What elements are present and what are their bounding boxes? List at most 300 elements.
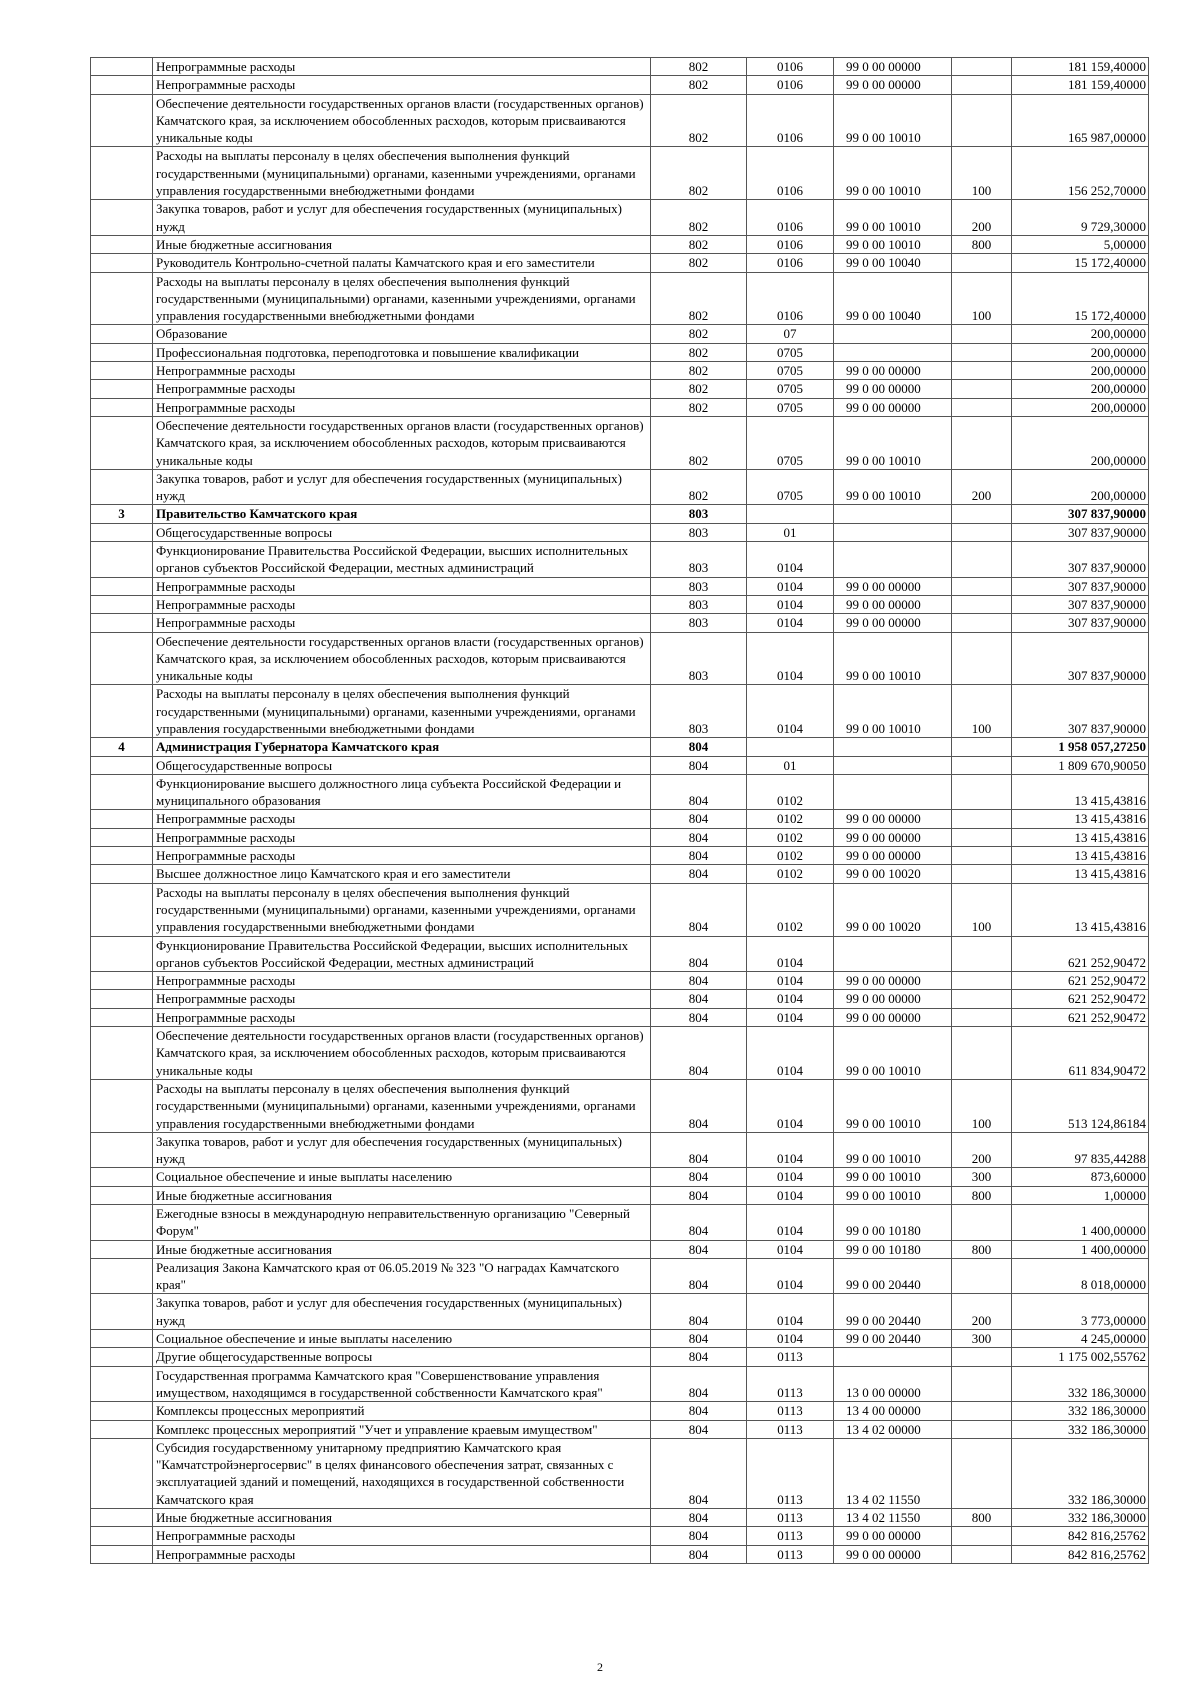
- table-row: [91, 738, 1149, 756]
- section-code-cell: 0102: [747, 774, 834, 810]
- target-item-code-cell: 13 0 00 00000: [834, 1366, 952, 1402]
- section-code-cell: 0106: [747, 94, 834, 147]
- row-name-cell: Администрация Губернатора Камчатского края: [153, 738, 651, 756]
- row-number-cell: [91, 1330, 153, 1348]
- grbs-code-cell: 804: [651, 774, 747, 810]
- row-name-cell: Расходы на выплаты персоналу в целях обеспечения выполнения функций государственными (муниципальными) органами, казенными учреждениями, органами управления государственными внебюджетными фондами: [153, 272, 651, 325]
- row-name-cell: Закупка товаров, работ и услуг для обеспечения государственных (муниципальных) нужд: [153, 469, 651, 505]
- grbs-code-cell: 804: [651, 1132, 747, 1168]
- grbs-code-cell: 802: [651, 325, 747, 343]
- row-name-cell: Другие общегосударственные вопросы: [153, 1348, 651, 1366]
- amount-cell: 181 159,40000: [1012, 58, 1149, 76]
- section-code-cell: 0102: [747, 810, 834, 828]
- amount-cell: 165 987,00000: [1012, 94, 1149, 147]
- target-item-code-cell: 99 0 00 00000: [834, 577, 952, 595]
- table-row: [91, 1186, 1149, 1204]
- table-row: [91, 362, 1149, 380]
- row-name-cell: Непрограммные расходы: [153, 972, 651, 990]
- expense-type-code-cell: [952, 738, 1012, 756]
- row-name-cell: Непрограммные расходы: [153, 1527, 651, 1545]
- table-row: [91, 1027, 1149, 1080]
- section-code-cell: 0104: [747, 1294, 834, 1330]
- target-item-code-cell: 99 0 00 00000: [834, 595, 952, 613]
- target-item-code-cell: 99 0 00 00000: [834, 76, 952, 94]
- expense-type-code-cell: 800: [952, 1240, 1012, 1258]
- section-code-cell: 0104: [747, 1027, 834, 1080]
- target-item-code-cell: 99 0 00 00000: [834, 828, 952, 846]
- row-name-cell: Закупка товаров, работ и услуг для обеспечения государственных (муниципальных) нужд: [153, 200, 651, 236]
- row-name-cell: Непрограммные расходы: [153, 828, 651, 846]
- table-row: [91, 523, 1149, 541]
- target-item-code-cell: 99 0 00 00000: [834, 990, 952, 1008]
- section-code-cell: 0104: [747, 990, 834, 1008]
- grbs-code-cell: 804: [651, 1205, 747, 1241]
- section-code-cell: [747, 505, 834, 523]
- grbs-code-cell: 804: [651, 810, 747, 828]
- target-item-code-cell: 99 0 00 10010: [834, 1027, 952, 1080]
- grbs-code-cell: 802: [651, 398, 747, 416]
- amount-cell: 1 400,00000: [1012, 1205, 1149, 1241]
- expense-type-code-cell: 800: [952, 1509, 1012, 1527]
- target-item-code-cell: 99 0 00 10010: [834, 1132, 952, 1168]
- section-code-cell: 0705: [747, 380, 834, 398]
- target-item-code-cell: 99 0 00 00000: [834, 58, 952, 76]
- amount-cell: 307 837,90000: [1012, 505, 1149, 523]
- target-item-code-cell: 99 0 00 10180: [834, 1205, 952, 1241]
- table-row: [91, 325, 1149, 343]
- grbs-code-cell: 804: [651, 1294, 747, 1330]
- row-name-cell: Ежегодные взносы в международную неправительственную организацию "Северный Форум": [153, 1205, 651, 1241]
- row-name-cell: Непрограммные расходы: [153, 847, 651, 865]
- target-item-code-cell: 99 0 00 20440: [834, 1258, 952, 1294]
- amount-cell: 332 186,30000: [1012, 1438, 1149, 1508]
- grbs-code-cell: 803: [651, 577, 747, 595]
- row-number-cell: [91, 343, 153, 361]
- grbs-code-cell: 804: [651, 1186, 747, 1204]
- expense-type-code-cell: 200: [952, 469, 1012, 505]
- amount-cell: 513 124,86184: [1012, 1079, 1149, 1132]
- section-code-cell: 0113: [747, 1420, 834, 1438]
- row-number-cell: [91, 469, 153, 505]
- row-name-cell: Обеспечение деятельности государственных органов власти (государственных органов) Камчатского края, за исключением обособленных расходов, которым присваиваются уникальные коды: [153, 632, 651, 685]
- table-row: [91, 1545, 1149, 1563]
- row-number-cell: [91, 1348, 153, 1366]
- row-number-cell: [91, 1205, 153, 1241]
- table-row: [91, 847, 1149, 865]
- grbs-code-cell: 802: [651, 76, 747, 94]
- target-item-code-cell: 99 0 00 00000: [834, 362, 952, 380]
- table-row: [91, 632, 1149, 685]
- row-number-cell: [91, 147, 153, 200]
- expense-type-code-cell: [952, 1438, 1012, 1508]
- row-name-cell: Непрограммные расходы: [153, 362, 651, 380]
- row-name-cell: Непрограммные расходы: [153, 76, 651, 94]
- table-row: [91, 469, 1149, 505]
- amount-cell: 307 837,90000: [1012, 577, 1149, 595]
- row-number-cell: [91, 1186, 153, 1204]
- row-name-cell: Социальное обеспечение и иные выплаты населению: [153, 1330, 651, 1348]
- row-name-cell: Непрограммные расходы: [153, 595, 651, 613]
- amount-cell: 307 837,90000: [1012, 523, 1149, 541]
- table-row: [91, 1509, 1149, 1527]
- row-name-cell: Обеспечение деятельности государственных органов власти (государственных органов) Камчатского края, за исключением обособленных расходов, которым присваиваются уникальные коды: [153, 416, 651, 469]
- amount-cell: 1 958 057,27250: [1012, 738, 1149, 756]
- expense-type-code-cell: [952, 58, 1012, 76]
- target-item-code-cell: 99 0 00 10040: [834, 272, 952, 325]
- row-number-cell: [91, 1132, 153, 1168]
- row-name-cell: Государственная программа Камчатского края "Совершенствование управления имуществом, находящимся в государственной собственности Камчатского края": [153, 1366, 651, 1402]
- expense-type-code-cell: [952, 1527, 1012, 1545]
- expense-type-code-cell: [952, 1420, 1012, 1438]
- expense-type-code-cell: [952, 76, 1012, 94]
- row-name-cell: Правительство Камчатского края: [153, 505, 651, 523]
- expense-type-code-cell: [952, 1348, 1012, 1366]
- table-row: [91, 685, 1149, 738]
- row-name-cell: Расходы на выплаты персоналу в целях обеспечения выполнения функций государственными (муниципальными) органами, казенными учреждениями, органами управления государственными внебюджетными фондами: [153, 685, 651, 738]
- table-row: [91, 810, 1149, 828]
- row-name-cell: Субсидия государственному унитарному предприятию Камчатского края "Камчатстройэнергосервис" в целях финансового обеспечения затрат, связанных с эксплуатацией зданий и помещений, находящихся в государственной собственности Камчатского края: [153, 1438, 651, 1508]
- target-item-code-cell: [834, 523, 952, 541]
- table-row: [91, 235, 1149, 253]
- grbs-code-cell: 802: [651, 343, 747, 361]
- target-item-code-cell: 99 0 00 10010: [834, 200, 952, 236]
- target-item-code-cell: [834, 325, 952, 343]
- amount-cell: 181 159,40000: [1012, 76, 1149, 94]
- table-row: [91, 1402, 1149, 1420]
- row-number-cell: [91, 1420, 153, 1438]
- target-item-code-cell: 99 0 00 20440: [834, 1330, 952, 1348]
- amount-cell: 307 837,90000: [1012, 614, 1149, 632]
- section-code-cell: 0104: [747, 1008, 834, 1026]
- section-code-cell: 0104: [747, 1186, 834, 1204]
- section-code-cell: 0104: [747, 1132, 834, 1168]
- grbs-code-cell: 804: [651, 1527, 747, 1545]
- section-code-cell: 0113: [747, 1348, 834, 1366]
- grbs-code-cell: 804: [651, 990, 747, 1008]
- grbs-code-cell: 804: [651, 1545, 747, 1563]
- row-number-cell: [91, 1509, 153, 1527]
- row-number-cell: [91, 1402, 153, 1420]
- row-number-cell: [91, 810, 153, 828]
- row-number-cell: [91, 577, 153, 595]
- target-item-code-cell: 99 0 00 10010: [834, 1186, 952, 1204]
- table-row: [91, 147, 1149, 200]
- target-item-code-cell: [834, 738, 952, 756]
- section-code-cell: 0102: [747, 847, 834, 865]
- amount-cell: 307 837,90000: [1012, 542, 1149, 578]
- amount-cell: 15 172,40000: [1012, 272, 1149, 325]
- expense-type-code-cell: 200: [952, 200, 1012, 236]
- section-code-cell: 0113: [747, 1402, 834, 1420]
- expense-type-code-cell: [952, 1008, 1012, 1026]
- section-code-cell: 0113: [747, 1366, 834, 1402]
- section-code-cell: 0104: [747, 632, 834, 685]
- table-row: [91, 380, 1149, 398]
- row-number-cell: [91, 272, 153, 325]
- row-number-cell: [91, 380, 153, 398]
- expense-type-code-cell: [952, 936, 1012, 972]
- expense-type-code-cell: [952, 595, 1012, 613]
- grbs-code-cell: 804: [651, 1420, 747, 1438]
- section-code-cell: 0104: [747, 1079, 834, 1132]
- grbs-code-cell: 804: [651, 1438, 747, 1508]
- section-code-cell: 0106: [747, 200, 834, 236]
- expense-type-code-cell: [952, 1545, 1012, 1563]
- amount-cell: 1 175 002,55762: [1012, 1348, 1149, 1366]
- table-row: [91, 343, 1149, 361]
- section-code-cell: 0106: [747, 147, 834, 200]
- row-name-cell: Функционирование Правительства Российской Федерации, высших исполнительных органов субъектов Российской Федерации, местных администраций: [153, 542, 651, 578]
- grbs-code-cell: 802: [651, 469, 747, 505]
- expense-type-code-cell: [952, 632, 1012, 685]
- target-item-code-cell: 99 0 00 00000: [834, 810, 952, 828]
- page-number: 2: [597, 1660, 603, 1674]
- expense-type-code-cell: 800: [952, 1186, 1012, 1204]
- row-number-cell: [91, 1079, 153, 1132]
- table-row: [91, 416, 1149, 469]
- table-row: [91, 272, 1149, 325]
- row-name-cell: Иные бюджетные ассигнования: [153, 1240, 651, 1258]
- amount-cell: 332 186,30000: [1012, 1420, 1149, 1438]
- row-number-cell: [91, 1366, 153, 1402]
- grbs-code-cell: 804: [651, 738, 747, 756]
- expense-type-code-cell: [952, 1205, 1012, 1241]
- target-item-code-cell: 99 0 00 10020: [834, 865, 952, 883]
- section-code-cell: 0705: [747, 469, 834, 505]
- table-row: [91, 936, 1149, 972]
- amount-cell: 332 186,30000: [1012, 1402, 1149, 1420]
- table-row: [91, 756, 1149, 774]
- row-number-cell: 3: [91, 505, 153, 523]
- row-name-cell: Комплексы процессных мероприятий: [153, 1402, 651, 1420]
- table-row: [91, 505, 1149, 523]
- row-number-cell: [91, 632, 153, 685]
- section-code-cell: 0705: [747, 398, 834, 416]
- row-number-cell: [91, 774, 153, 810]
- amount-cell: 842 816,25762: [1012, 1545, 1149, 1563]
- row-name-cell: Общегосударственные вопросы: [153, 756, 651, 774]
- amount-cell: 842 816,25762: [1012, 1527, 1149, 1545]
- expense-type-code-cell: 100: [952, 883, 1012, 936]
- amount-cell: 156 252,70000: [1012, 147, 1149, 200]
- target-item-code-cell: 99 0 00 10010: [834, 416, 952, 469]
- section-code-cell: 0705: [747, 362, 834, 380]
- expense-type-code-cell: 100: [952, 1079, 1012, 1132]
- row-name-cell: Непрограммные расходы: [153, 810, 651, 828]
- table-row: [91, 542, 1149, 578]
- section-code-cell: 07: [747, 325, 834, 343]
- grbs-code-cell: 804: [651, 883, 747, 936]
- amount-cell: 1 809 670,90050: [1012, 756, 1149, 774]
- row-number-cell: [91, 1027, 153, 1080]
- table-row: [91, 94, 1149, 147]
- grbs-code-cell: 802: [651, 362, 747, 380]
- section-code-cell: 0705: [747, 416, 834, 469]
- target-item-code-cell: 99 0 00 10010: [834, 235, 952, 253]
- row-number-cell: [91, 94, 153, 147]
- row-number-cell: [91, 990, 153, 1008]
- row-name-cell: Общегосударственные вопросы: [153, 523, 651, 541]
- expense-type-code-cell: 200: [952, 1294, 1012, 1330]
- target-item-code-cell: 13 4 00 00000: [834, 1402, 952, 1420]
- grbs-code-cell: 803: [651, 595, 747, 613]
- expense-type-code-cell: [952, 398, 1012, 416]
- amount-cell: 621 252,90472: [1012, 1008, 1149, 1026]
- row-name-cell: Профессиональная подготовка, переподготовка и повышение квалификации: [153, 343, 651, 361]
- row-number-cell: [91, 1527, 153, 1545]
- grbs-code-cell: 802: [651, 416, 747, 469]
- row-name-cell: Комплекс процессных мероприятий "Учет и управление краевым имуществом": [153, 1420, 651, 1438]
- table-row: [91, 577, 1149, 595]
- amount-cell: 200,00000: [1012, 325, 1149, 343]
- amount-cell: 8 018,00000: [1012, 1258, 1149, 1294]
- row-number-cell: [91, 1438, 153, 1508]
- expense-type-code-cell: [952, 1366, 1012, 1402]
- section-code-cell: 0104: [747, 936, 834, 972]
- section-code-cell: 0104: [747, 1258, 834, 1294]
- expense-type-code-cell: [952, 774, 1012, 810]
- table-row: [91, 883, 1149, 936]
- table-row: [91, 1079, 1149, 1132]
- section-code-cell: [747, 738, 834, 756]
- row-name-cell: Расходы на выплаты персоналу в целях обеспечения выполнения функций государственными (муниципальными) органами, казенными учреждениями, органами управления государственными внебюджетными фондами: [153, 1079, 651, 1132]
- table-row: [91, 398, 1149, 416]
- row-number-cell: [91, 847, 153, 865]
- grbs-code-cell: 804: [651, 1079, 747, 1132]
- expense-type-code-cell: [952, 810, 1012, 828]
- grbs-code-cell: 804: [651, 756, 747, 774]
- row-name-cell: Закупка товаров, работ и услуг для обеспечения государственных (муниципальных) нужд: [153, 1294, 651, 1330]
- grbs-code-cell: 804: [651, 1509, 747, 1527]
- table-row: [91, 1527, 1149, 1545]
- row-name-cell: Закупка товаров, работ и услуг для обеспечения государственных (муниципальных) нужд: [153, 1132, 651, 1168]
- expense-type-code-cell: 300: [952, 1168, 1012, 1186]
- table-row: [91, 1420, 1149, 1438]
- table-row: [91, 254, 1149, 272]
- expense-type-code-cell: [952, 972, 1012, 990]
- target-item-code-cell: [834, 542, 952, 578]
- row-number-cell: [91, 362, 153, 380]
- expense-type-code-cell: [952, 416, 1012, 469]
- target-item-code-cell: 99 0 00 10040: [834, 254, 952, 272]
- row-name-cell: Функционирование высшего должностного лица субъекта Российской Федерации и муниципального образования: [153, 774, 651, 810]
- target-item-code-cell: 99 0 00 00000: [834, 398, 952, 416]
- row-name-cell: Высшее должностное лицо Камчатского края и его заместители: [153, 865, 651, 883]
- expense-type-code-cell: [952, 990, 1012, 1008]
- row-name-cell: Непрограммные расходы: [153, 1008, 651, 1026]
- grbs-code-cell: 804: [651, 1258, 747, 1294]
- amount-cell: 307 837,90000: [1012, 685, 1149, 738]
- grbs-code-cell: 804: [651, 1008, 747, 1026]
- grbs-code-cell: 803: [651, 685, 747, 738]
- table-row: [91, 1008, 1149, 1026]
- expense-type-code-cell: [952, 505, 1012, 523]
- amount-cell: 97 835,44288: [1012, 1132, 1149, 1168]
- grbs-code-cell: 802: [651, 147, 747, 200]
- amount-cell: 13 415,43816: [1012, 883, 1149, 936]
- expense-type-code-cell: [952, 523, 1012, 541]
- row-name-cell: Иные бюджетные ассигнования: [153, 1186, 651, 1204]
- grbs-code-cell: 804: [651, 1402, 747, 1420]
- expense-type-code-cell: [952, 756, 1012, 774]
- row-name-cell: Непрограммные расходы: [153, 577, 651, 595]
- expense-type-code-cell: [952, 1027, 1012, 1080]
- amount-cell: 200,00000: [1012, 416, 1149, 469]
- grbs-code-cell: 802: [651, 58, 747, 76]
- section-code-cell: 0106: [747, 235, 834, 253]
- target-item-code-cell: [834, 936, 952, 972]
- target-item-code-cell: 13 4 02 11550: [834, 1509, 952, 1527]
- row-name-cell: Обеспечение деятельности государственных органов власти (государственных органов) Камчатского края, за исключением обособленных расходов, которым присваиваются уникальные коды: [153, 1027, 651, 1080]
- row-number-cell: [91, 936, 153, 972]
- expense-type-code-cell: [952, 254, 1012, 272]
- expense-type-code-cell: [952, 847, 1012, 865]
- target-item-code-cell: 99 0 00 00000: [834, 972, 952, 990]
- expense-type-code-cell: [952, 343, 1012, 361]
- row-number-cell: [91, 1008, 153, 1026]
- expense-type-code-cell: 300: [952, 1330, 1012, 1348]
- target-item-code-cell: [834, 343, 952, 361]
- section-code-cell: 0104: [747, 685, 834, 738]
- amount-cell: 621 252,90472: [1012, 972, 1149, 990]
- amount-cell: 307 837,90000: [1012, 632, 1149, 685]
- grbs-code-cell: 802: [651, 235, 747, 253]
- section-code-cell: 01: [747, 756, 834, 774]
- section-code-cell: 0113: [747, 1527, 834, 1545]
- target-item-code-cell: 99 0 00 00000: [834, 847, 952, 865]
- amount-cell: 611 834,90472: [1012, 1027, 1149, 1080]
- table-row: [91, 774, 1149, 810]
- table-row: [91, 865, 1149, 883]
- table-row: [91, 1168, 1149, 1186]
- section-code-cell: 0104: [747, 1330, 834, 1348]
- table-row: [91, 200, 1149, 236]
- amount-cell: 200,00000: [1012, 343, 1149, 361]
- target-item-code-cell: 99 0 00 10010: [834, 685, 952, 738]
- row-number-cell: 4: [91, 738, 153, 756]
- amount-cell: 13 415,43816: [1012, 828, 1149, 846]
- expense-type-code-cell: 100: [952, 685, 1012, 738]
- target-item-code-cell: 99 0 00 10010: [834, 1079, 952, 1132]
- target-item-code-cell: 13 4 02 11550: [834, 1438, 952, 1508]
- grbs-code-cell: 804: [651, 972, 747, 990]
- amount-cell: 1 400,00000: [1012, 1240, 1149, 1258]
- row-number-cell: [91, 614, 153, 632]
- amount-cell: 9 729,30000: [1012, 200, 1149, 236]
- row-name-cell: Иные бюджетные ассигнования: [153, 235, 651, 253]
- section-code-cell: 0106: [747, 58, 834, 76]
- row-number-cell: [91, 1168, 153, 1186]
- amount-cell: 200,00000: [1012, 380, 1149, 398]
- row-number-cell: [91, 865, 153, 883]
- row-number-cell: [91, 595, 153, 613]
- target-item-code-cell: [834, 1348, 952, 1366]
- table-row: [91, 1330, 1149, 1348]
- grbs-code-cell: 803: [651, 632, 747, 685]
- grbs-code-cell: 804: [651, 1366, 747, 1402]
- row-number-cell: [91, 1240, 153, 1258]
- table-row: [91, 614, 1149, 632]
- target-item-code-cell: 99 0 00 00000: [834, 1545, 952, 1563]
- target-item-code-cell: 99 0 00 00000: [834, 614, 952, 632]
- section-code-cell: 0104: [747, 542, 834, 578]
- grbs-code-cell: 803: [651, 505, 747, 523]
- amount-cell: 13 415,43816: [1012, 847, 1149, 865]
- table-row: [91, 1258, 1149, 1294]
- row-number-cell: [91, 398, 153, 416]
- table-row: [91, 595, 1149, 613]
- grbs-code-cell: 804: [651, 865, 747, 883]
